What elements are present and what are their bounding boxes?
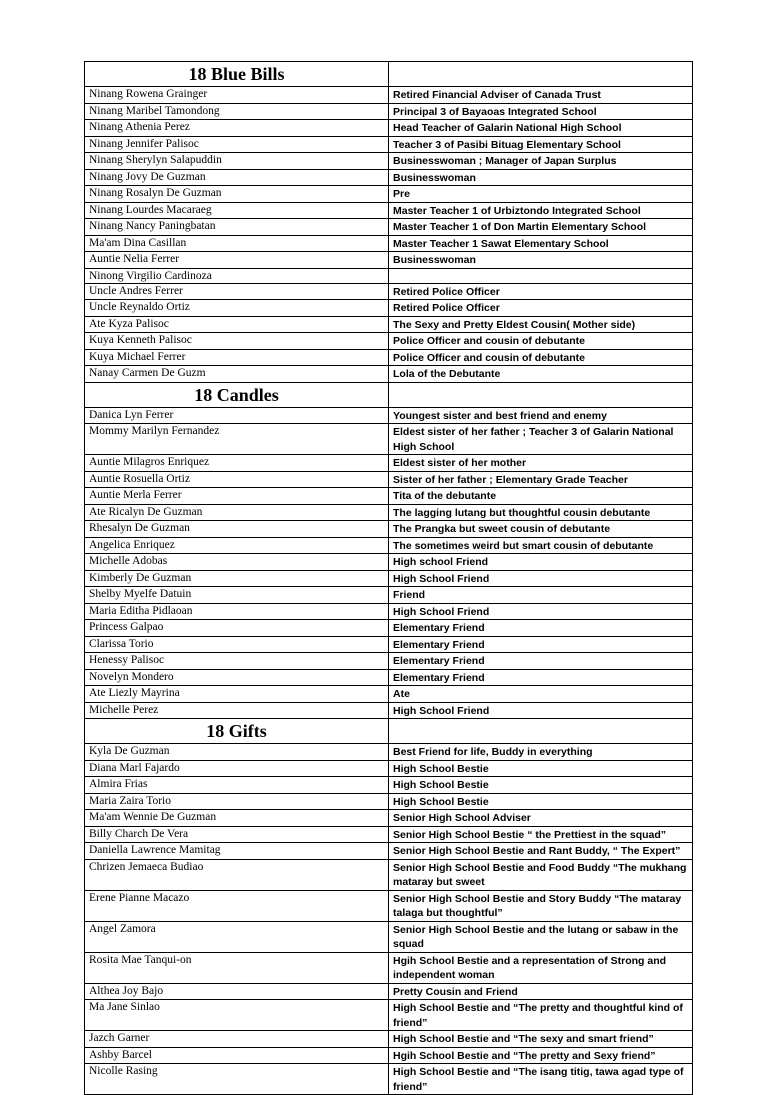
guest-name-cell: Ate Kyza Palisoc	[85, 316, 389, 333]
guest-description-text: Senior High School Bestie “ the Prettiest in the squad”	[393, 828, 667, 841]
table-row	[85, 316, 693, 333]
guest-description-text: Lola of the Debutante	[393, 368, 501, 380]
guest-description-text: Senior High School Bestie and Food Buddy “The mukhang mataray but sweet	[393, 861, 687, 888]
guest-description-text: Master Teacher 1 of Don Martin Elementary School	[393, 221, 647, 233]
guest-description-cell	[389, 471, 693, 488]
guest-description-cell	[389, 252, 693, 269]
guest-description-cell	[389, 268, 693, 283]
guest-name-cell: Danica Lyn Ferrer	[85, 407, 389, 424]
guest-name-cell: Kyla De Guzman	[85, 744, 389, 761]
table-row	[85, 760, 693, 777]
guest-description-cell	[389, 366, 693, 383]
guest-description-cell	[389, 1000, 693, 1031]
guest-description-cell	[389, 636, 693, 653]
section-header-empty-cell	[389, 382, 693, 407]
guest-name-cell: Ate Ricalyn De Guzman	[85, 504, 389, 521]
section-header-empty-cell	[389, 719, 693, 744]
guest-description-cell	[389, 169, 693, 186]
guest-description-text: Retired Financial Adviser of Canada Trust	[393, 89, 601, 101]
table-row	[85, 268, 693, 283]
guest-description-text: Senior High School Bestie and Story Buddy “The mataray talaga but thoughtful”	[393, 892, 682, 919]
section-title: 18 Blue Bills	[85, 62, 389, 87]
guest-description-text: High school Friend	[393, 556, 489, 568]
guest-name-cell: Michelle Adobas	[85, 554, 389, 571]
guest-description-cell	[389, 235, 693, 252]
guest-name-cell: Ninang Sherylyn Salapuddin	[85, 153, 389, 170]
guest-name-cell: Daniella Lawrence Mamitag	[85, 843, 389, 860]
table-row	[85, 1047, 693, 1064]
table-row	[85, 570, 693, 587]
guest-name-cell: Jazch Garner	[85, 1031, 389, 1048]
table-row	[85, 952, 693, 983]
table-row	[85, 1000, 693, 1031]
guest-description-cell	[389, 202, 693, 219]
guest-description-text: High School Bestie	[393, 779, 489, 791]
table-row	[85, 603, 693, 620]
guest-description-text: The Sexy and Pretty Eldest Cousin( Mother side)	[393, 318, 636, 331]
guest-description-text: Pretty Cousin and Friend	[393, 985, 518, 998]
guest-description-text: High School Bestie and “The pretty and thoughtful kind of friend”	[393, 1002, 683, 1029]
table-row	[85, 859, 693, 890]
guest-description-cell	[389, 843, 693, 860]
guest-name-cell: Erene Pianne Macazo	[85, 890, 389, 921]
guest-description-cell	[389, 283, 693, 300]
guest-description-text: Senior High School Adviser	[393, 812, 531, 824]
guest-description-text: High School Friend	[393, 605, 490, 618]
guest-name-cell: Ninang Nancy Paningbatan	[85, 219, 389, 236]
table-row	[85, 366, 693, 383]
guest-description-text: Businesswoman	[393, 254, 476, 266]
guest-name-cell: Nanay Carmen De Guzm	[85, 366, 389, 383]
guest-description-text: Elementary Friend	[393, 622, 485, 634]
guest-name-cell: Rosita Mae Tanqui-on	[85, 952, 389, 983]
table-row	[85, 537, 693, 554]
guest-description-text: Senior High School Bestie and the lutang or sabaw in the squad	[393, 923, 679, 950]
table-row	[85, 349, 693, 366]
guest-description-text: Master Teacher 1 of Urbiztondo Integrated School	[393, 204, 641, 217]
guest-name-cell: Maria Editha Pidlaoan	[85, 603, 389, 620]
guest-name-cell: Almira Frias	[85, 777, 389, 794]
guest-name-cell: Ma Jane Sinlao	[85, 1000, 389, 1031]
guest-description-text: Ate	[393, 688, 410, 700]
guest-name-cell: Ninang Jovy De Guzman	[85, 169, 389, 186]
guest-description-text: Youngest sister and best friend and enemy	[393, 409, 607, 422]
guest-description-cell	[389, 826, 693, 843]
table-row	[85, 1031, 693, 1048]
table-row	[85, 983, 693, 1000]
guest-description-text: Best Friend for life, Buddy in everything	[393, 746, 593, 758]
guest-name-cell: Uncle Andres Ferrer	[85, 283, 389, 300]
guest-name-cell: Michelle Perez	[85, 702, 389, 719]
guest-description-text: High School Bestie and “The isang titig, tawa agad type of friend”	[393, 1066, 684, 1093]
guest-name-cell: Auntie Rosuella Ortiz	[85, 471, 389, 488]
table-row	[85, 136, 693, 153]
guest-description-text: The Prangka but sweet cousin of debutante	[393, 523, 611, 535]
guest-name-cell: Clarissa Torio	[85, 636, 389, 653]
guest-description-cell	[389, 87, 693, 104]
table-row	[85, 777, 693, 794]
guest-description-cell	[389, 702, 693, 719]
table-row	[85, 521, 693, 538]
guest-description-cell	[389, 349, 693, 366]
guest-name-cell: Henessy Palisoc	[85, 653, 389, 670]
guest-description-cell	[389, 587, 693, 604]
guest-description-cell	[389, 669, 693, 686]
guest-description-cell	[389, 653, 693, 670]
guest-description-text: Hgih School Bestie and “The pretty and Sexy friend”	[393, 1049, 656, 1062]
table-row	[85, 702, 693, 719]
guest-name-cell: Ninang Jennifer Palisoc	[85, 136, 389, 153]
guest-name-cell: Ashby Barcel	[85, 1047, 389, 1064]
guest-name-cell: Ate Liezly Mayrina	[85, 686, 389, 703]
table-row	[85, 186, 693, 203]
guest-name-cell: Novelyn Mondero	[85, 669, 389, 686]
guest-description-cell	[389, 810, 693, 827]
guest-description-text: Retired Police Officer	[393, 285, 500, 298]
table-row	[85, 636, 693, 653]
guest-name-cell: Auntie Merla Ferrer	[85, 488, 389, 505]
guest-description-text: High School Friend	[393, 572, 490, 585]
guest-name-cell: Chrizen Jemaeca Budiao	[85, 859, 389, 890]
guest-description-cell	[389, 1047, 693, 1064]
table-row	[85, 810, 693, 827]
section-title: 18 Candles	[85, 382, 389, 407]
table-row	[85, 921, 693, 952]
guest-name-cell: Nicolle Rasing	[85, 1064, 389, 1095]
guest-description-text: Businesswoman ; Manager of Japan Surplus	[393, 155, 617, 167]
guest-name-cell: Ninang Rowena Grainger	[85, 87, 389, 104]
guest-description-text: Principal 3 of Bayaoas Integrated School	[393, 105, 597, 118]
table-row	[85, 554, 693, 571]
guest-description-text	[393, 269, 688, 270]
table-row	[85, 504, 693, 521]
guest-description-cell	[389, 537, 693, 554]
guest-description-cell	[389, 686, 693, 703]
guest-name-cell: Ma'am Wennie De Guzman	[85, 810, 389, 827]
guest-description-cell	[389, 952, 693, 983]
table-row	[85, 300, 693, 317]
guest-name-cell: Kimberly De Guzman	[85, 570, 389, 587]
guest-description-text: Police Officer and cousin of debutante	[393, 335, 585, 347]
table-row	[85, 686, 693, 703]
table-row	[85, 843, 693, 860]
table-row	[85, 153, 693, 170]
guest-description-cell	[389, 103, 693, 120]
guest-name-cell: Uncle Reynaldo Ortiz	[85, 300, 389, 317]
guest-description-cell	[389, 777, 693, 794]
guest-description-cell	[389, 620, 693, 637]
debut-roles-table	[84, 61, 693, 1095]
guest-description-text: Eldest sister of her mother	[393, 457, 527, 469]
table-row	[85, 235, 693, 252]
guest-description-text: Friend	[393, 589, 426, 601]
guest-description-cell	[389, 455, 693, 472]
section-title: 18 Gifts	[85, 719, 389, 744]
section-header-row	[85, 62, 693, 87]
guest-name-cell: Ninang Maribel Tamondong	[85, 103, 389, 120]
guest-name-cell: Kuya Kenneth Palisoc	[85, 333, 389, 350]
guest-description-text: Master Teacher 1 Sawat Elementary School	[393, 237, 609, 250]
guest-description-text: Pre	[393, 188, 410, 200]
guest-name-cell: Princess Galpao	[85, 620, 389, 637]
section-header-row	[85, 719, 693, 744]
guest-description-text: High School Friend	[393, 704, 490, 717]
table-row	[85, 653, 693, 670]
guest-description-cell	[389, 603, 693, 620]
guest-description-cell	[389, 921, 693, 952]
guest-name-cell: Angel Zamora	[85, 921, 389, 952]
guest-description-text: Elementary Friend	[393, 655, 485, 667]
guest-description-text: The lagging lutang but thoughtful cousin debutante	[393, 506, 651, 519]
guest-description-cell	[389, 407, 693, 424]
guest-description-cell	[389, 219, 693, 236]
table-row	[85, 252, 693, 269]
guest-name-cell: Ma'am Dina Casillan	[85, 235, 389, 252]
guest-description-text: Eldest sister of her father ; Teacher 3 of Galarin National High School	[393, 426, 674, 453]
guest-name-cell: Ninang Athenia Perez	[85, 120, 389, 137]
guest-description-cell	[389, 333, 693, 350]
guest-description-text: Teacher 3 of Pasibi Bituag Elementary School	[393, 138, 621, 151]
guest-description-cell	[389, 120, 693, 137]
table-row	[85, 826, 693, 843]
guest-description-text: Businesswoman	[393, 171, 476, 184]
table-row	[85, 219, 693, 236]
guest-description-cell	[389, 983, 693, 1000]
table-row	[85, 744, 693, 761]
guest-description-cell	[389, 424, 693, 455]
guest-description-cell	[389, 760, 693, 777]
guest-description-text: Senior High School Bestie and Rant Buddy, “ The Expert”	[393, 845, 681, 857]
guest-description-cell	[389, 890, 693, 921]
table-row	[85, 890, 693, 921]
guest-description-cell	[389, 488, 693, 505]
guest-description-text: Tita of the debutante	[393, 490, 497, 502]
table-row	[85, 669, 693, 686]
guest-description-text: Retired Police Officer	[393, 302, 500, 314]
guest-description-cell	[389, 316, 693, 333]
table-body	[85, 62, 693, 1095]
guest-description-cell	[389, 136, 693, 153]
guest-description-text: Head Teacher of Galarin National High School	[393, 122, 622, 134]
guest-description-text: Hgih School Bestie and a representation of Strong and independent woman	[393, 954, 667, 981]
guest-name-cell: Kuya Michael Ferrer	[85, 349, 389, 366]
guest-name-cell: Ninong Virgilio Cardinoza	[85, 268, 389, 283]
guest-description-text: High School Bestie	[393, 762, 489, 775]
guest-name-cell: Billy Charch De Vera	[85, 826, 389, 843]
guest-name-cell: Mommy Marilyn Fernandez	[85, 424, 389, 455]
guest-name-cell: Ninang Lourdes Macaraeg	[85, 202, 389, 219]
guest-description-cell	[389, 504, 693, 521]
guest-description-cell	[389, 1031, 693, 1048]
guest-description-cell	[389, 793, 693, 810]
guest-description-cell	[389, 153, 693, 170]
table-row	[85, 103, 693, 120]
table-row	[85, 120, 693, 137]
guest-name-cell: Rhesalyn De Guzman	[85, 521, 389, 538]
guest-name-cell: Auntie Nelia Ferrer	[85, 252, 389, 269]
guest-description-cell	[389, 1064, 693, 1095]
guest-name-cell: Shelby Myelfe Datuin	[85, 587, 389, 604]
guest-description-text: Sister of her father ; Elementary Grade Teacher	[393, 473, 628, 486]
table-row	[85, 169, 693, 186]
guest-name-cell: Angelica Enriquez	[85, 537, 389, 554]
guest-name-cell: Maria Zaira Torio	[85, 793, 389, 810]
guest-description-cell	[389, 554, 693, 571]
guest-description-text: High School Bestie	[393, 795, 489, 808]
table-row	[85, 793, 693, 810]
section-header-empty-cell	[389, 62, 693, 87]
guest-description-cell	[389, 744, 693, 761]
table-row	[85, 283, 693, 300]
guest-name-cell: Ninang Rosalyn De Guzman	[85, 186, 389, 203]
table-row	[85, 455, 693, 472]
table-row	[85, 471, 693, 488]
guest-description-cell	[389, 570, 693, 587]
table-row	[85, 202, 693, 219]
guest-description-text: High School Bestie and “The sexy and smart friend”	[393, 1033, 654, 1045]
table-row	[85, 424, 693, 455]
guest-name-cell: Auntie Milagros Enriquez	[85, 455, 389, 472]
guest-description-cell	[389, 521, 693, 538]
guest-description-cell	[389, 300, 693, 317]
section-header-row	[85, 382, 693, 407]
guest-description-text: Police Officer and cousin of debutante	[393, 351, 585, 364]
table-row	[85, 620, 693, 637]
guest-name-cell: Diana Marl Fajardo	[85, 760, 389, 777]
table-row	[85, 407, 693, 424]
guest-description-text: The sometimes weird but smart cousin of debutante	[393, 539, 654, 552]
guest-name-cell: Althea Joy Bajo	[85, 983, 389, 1000]
guest-description-text: Elementary Friend	[393, 671, 485, 684]
guest-description-cell	[389, 859, 693, 890]
table-row	[85, 488, 693, 505]
table-row	[85, 333, 693, 350]
table-row	[85, 87, 693, 104]
guest-description-cell	[389, 186, 693, 203]
table-row	[85, 587, 693, 604]
guest-description-text: Elementary Friend	[393, 638, 485, 651]
table-row	[85, 1064, 693, 1095]
